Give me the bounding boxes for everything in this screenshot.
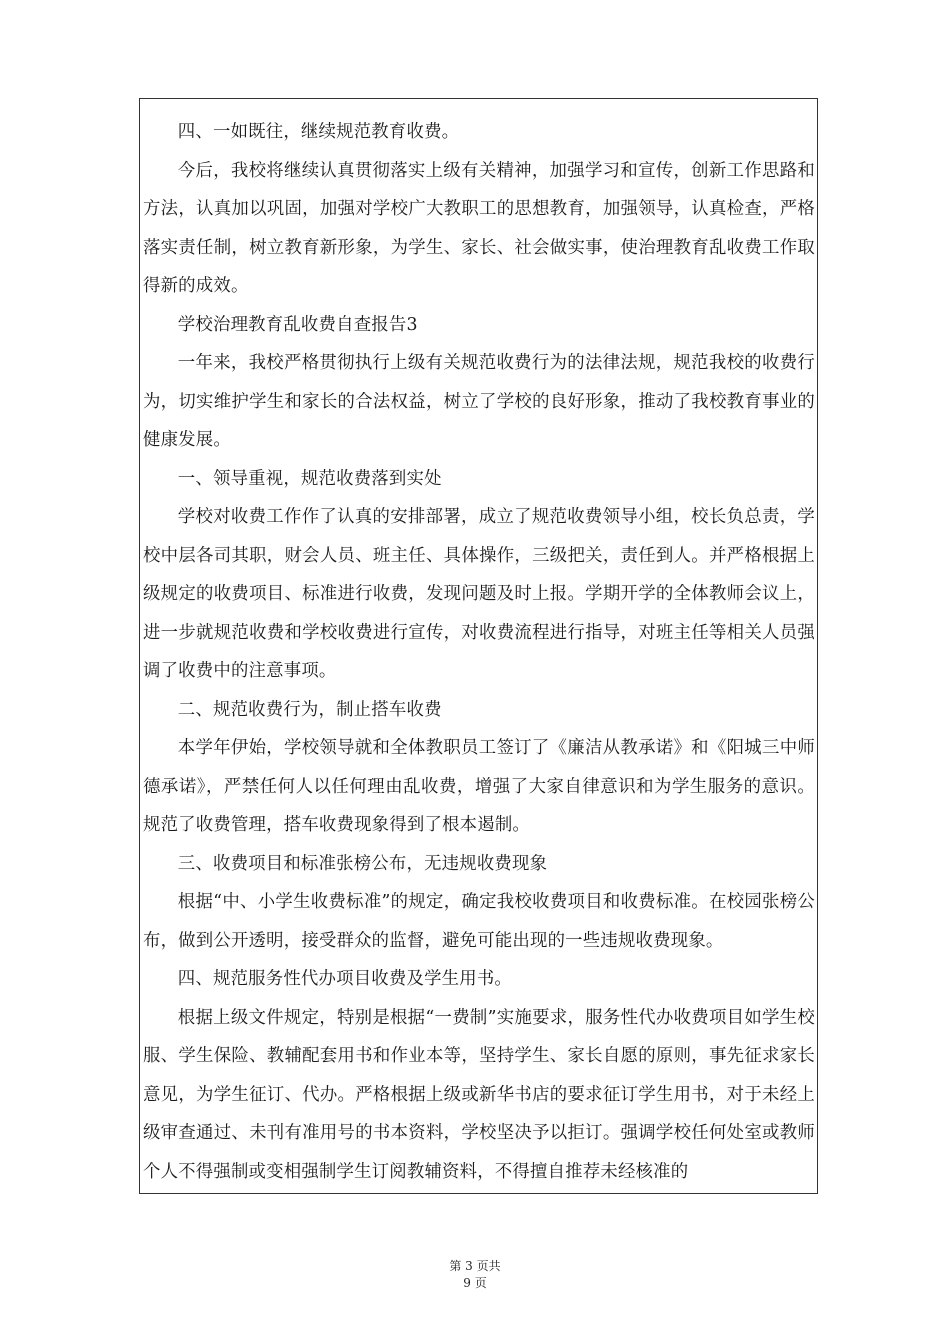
body-paragraph: 一年来，我校严格贯彻执行上级有关规范收费行为的法律法规，规范我校的收费行为，切实维护学生和家长的合法权益，树立了学校的良好形象，推动了我校教育事业的健康发展。 xyxy=(143,353,815,450)
body-paragraph: 根据“中、小学生收费标准”的规定，确定我校收费项目和收费标准。在校园张榜公布，做到公开透明，接受群众的监督，避免可能出现的一些违规收费现象。 xyxy=(143,892,815,951)
section-heading-1: 一、领导重视，规范收费落到实处 xyxy=(177,468,442,489)
body-paragraph: 今后，我校将继续认真贯彻落实上级有关精神，加强学习和宣传，创新工作思路和方法，认真加以巩固，加强对学校广大教职工的思想教育，加强领导，认真检查，严格落实责任制，树立教育新形象，为学生、家长、社会做实事，使治理教育乱收费工作取得新的成效。 xyxy=(143,160,815,296)
page-number-line2: 9 页 xyxy=(463,1276,487,1290)
document-frame xyxy=(139,98,818,1194)
section-heading-4b: 四、规范服务性代办项目收费及学生用书。 xyxy=(177,969,513,989)
body-paragraph: 本学年伊始，学校领导就和全体教职员工签订了《廉洁从教承诺》和《阳城三中师德承诺》，严禁任何人以任何理由乱收费，增强了大家自律意识和为学生服务的意识。规范了收费管理，搭车收费现象得到了根本遏制。 xyxy=(143,738,815,835)
document-body xyxy=(140,99,817,1191)
section-heading-2: 二、规范收费行为，制止搭车收费 xyxy=(177,699,442,720)
section-heading-4: 四、一如既往，继续规范教育收费。 xyxy=(177,122,460,142)
body-paragraph: 学校对收费工作作了认真的安排部署，成立了规范收费领导小组，校长负总责，学校中层各司其职，财会人员、班主任、具体操作，三级把关，责任到人。并严格根据上级规定的收费项目、标准进行收费，发现问题及时上报。学期开学的全体教师会议上，进一步就规范收费和学校收费进行宣传，对收费流程进行指导，对班主任等相关人员强调了收费中的注意事项。 xyxy=(143,507,815,681)
body-paragraph: 根据上级文件规定，特别是根据“一费制”实施要求，服务性代办收费项目如学生校服、学生保险、教辅配套用书和作业本等，坚持学生、家长自愿的原则，事先征求家长意见，为学生征订、代办。严格根据上级或新华书店的要求征订学生用书，对于未经上级审查通过、未刊有准用号的书本资料，学校坚决予以拒订。强调学校任何处室或教师个人不得强制或变相强制学生订阅教辅资料，不得擅自推荐未经核准的 xyxy=(143,1007,815,1182)
page-number-line1: 第 3 页共 xyxy=(449,1259,501,1273)
report-title: 学校治理教育乱收费自查报告3 xyxy=(177,314,418,335)
page-footer xyxy=(0,1258,950,1292)
section-heading-3: 三、收费项目和标准张榜公布，无违规收费现象 xyxy=(177,853,548,874)
